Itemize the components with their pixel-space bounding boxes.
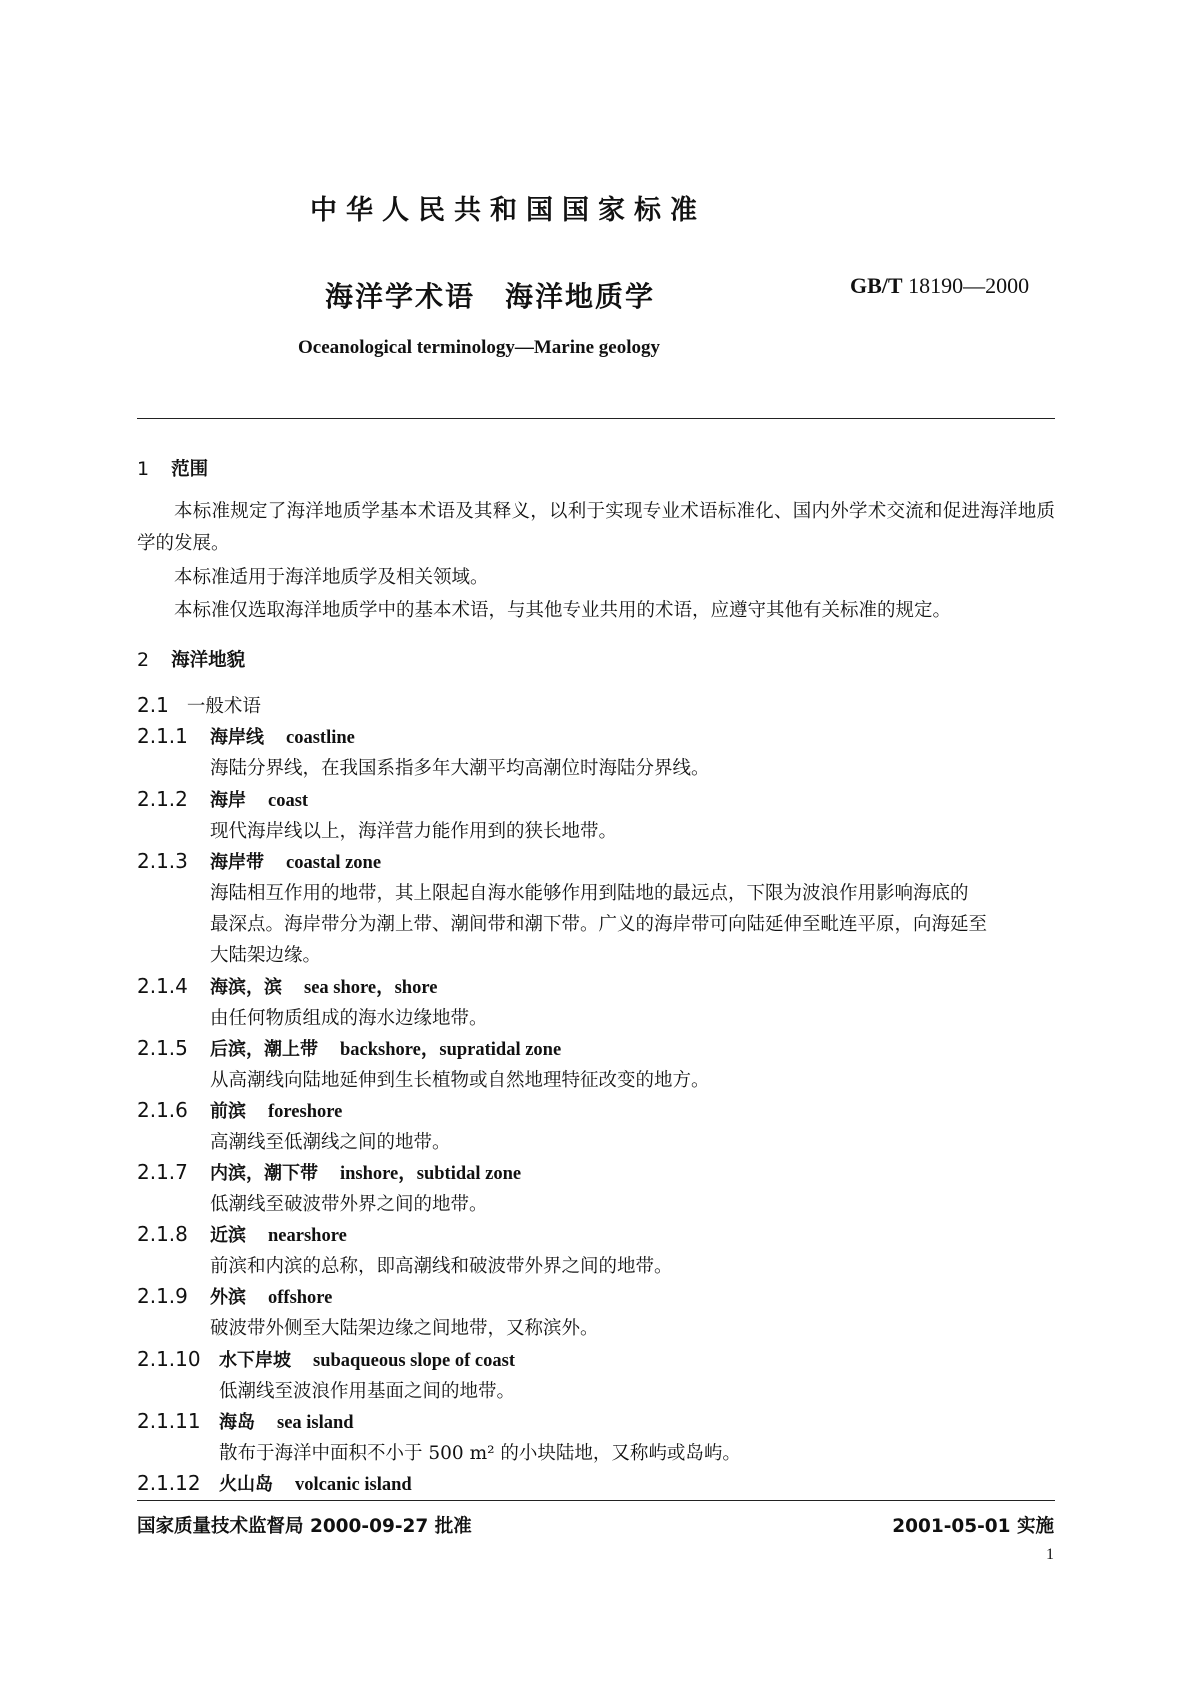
term-number: 2.1.10 <box>137 1347 201 1371</box>
term-name-cn: 海滨，滨 <box>210 977 282 998</box>
term-name-cn: 海岛 <box>219 1412 255 1433</box>
section-title: 范围 <box>171 459 209 480</box>
document-title-en: Oceanological terminology—Marine geology <box>298 337 660 358</box>
term-name-en: volcanic island <box>295 1475 412 1495</box>
term-entry <box>137 1470 412 1496</box>
term-name-en: backshore，supratidal zone <box>340 1040 562 1060</box>
section-number: 2 <box>137 649 150 671</box>
term-definition: 从高潮线向陆地延伸到生长植物或自然地理特征改变的地方。 <box>210 1070 710 1091</box>
implementation-date: 2001-05-01 实施 <box>892 1516 1054 1537</box>
term-name-cn: 海岸带 <box>210 852 264 873</box>
section-number: 1 <box>137 458 150 480</box>
term-definition: 散布于海洋中面积不小于 500 m² 的小块陆地，又称屿或岛屿。 <box>219 1443 741 1464</box>
scope-paragraph-2: 本标准适用于海洋地质学及相关领域。 <box>174 567 489 588</box>
term-name-cn: 海岸 <box>210 790 246 811</box>
term-number: 2.1.4 <box>137 974 188 998</box>
term-number: 2.1.2 <box>137 787 188 811</box>
header-divider <box>137 418 1055 419</box>
term-entry <box>137 1346 515 1372</box>
term-name-cn: 火山岛 <box>219 1474 273 1495</box>
term-definition: 由任何物质组成的海水边缘地带。 <box>210 1008 488 1029</box>
term-number: 2.1.1 <box>137 724 188 748</box>
subsection-2-1-heading <box>137 692 261 718</box>
standard-code-number: 18190—2000 <box>908 273 1030 298</box>
term-definition: 低潮线至破波带外界之间的地带。 <box>210 1194 488 1215</box>
term-definition: 海陆分界线，在我国系指多年大潮平均高潮位时海陆分界线。 <box>210 758 710 779</box>
subsection-title: 一般术语 <box>186 696 261 717</box>
approval-note: 国家质量技术监督局 2000-09-27 批准 <box>137 1516 472 1537</box>
term-name-cn: 后滨，潮上带 <box>210 1039 318 1060</box>
term-entry <box>137 1221 347 1247</box>
term-name-cn: 海岸线 <box>210 727 264 748</box>
term-entry <box>137 1097 342 1123</box>
term-name-cn: 水下岸坡 <box>219 1350 291 1371</box>
term-name-cn: 前滨 <box>210 1101 246 1122</box>
term-name-en: coast <box>268 791 309 811</box>
page-number: 1 <box>1046 1546 1054 1563</box>
term-definition: 破波带外侧至大陆架边缘之间地带，又称滨外。 <box>210 1318 599 1339</box>
national-standard-title: 中华人民共和国国家标准 <box>310 195 706 226</box>
term-entry <box>137 723 355 749</box>
footer-divider <box>137 1500 1055 1501</box>
term-entry <box>137 1035 561 1061</box>
term-definition: 最深点。海岸带分为潮上带、潮间带和潮下带。广义的海岸带可向陆延伸至毗连平原，向海延至 <box>210 914 988 935</box>
term-entry <box>137 1408 354 1434</box>
term-name-en: nearshore <box>268 1226 347 1246</box>
term-definition: 大陆架边缘。 <box>210 945 322 966</box>
document-title-cn: 海洋学术语 海洋地质学 <box>325 280 656 313</box>
term-name-en: inshore，subtidal zone <box>340 1164 522 1184</box>
subsection-number: 2.1 <box>137 693 169 717</box>
scope-paragraph-3: 本标准仅选取海洋地质学中的基本术语，与其他专业共用的术语，应遵守其他有关标准的规定。 <box>174 600 952 621</box>
section-1-heading <box>137 455 208 481</box>
standard-code-prefix: GB/T <box>850 273 903 298</box>
term-name-cn: 近滨 <box>210 1225 246 1246</box>
term-number: 2.1.6 <box>137 1098 188 1122</box>
term-number: 2.1.3 <box>137 849 188 873</box>
term-name-en: coastline <box>286 728 355 748</box>
term-definition: 高潮线至低潮线之间的地带。 <box>210 1132 451 1153</box>
term-entry <box>137 973 437 999</box>
term-definition: 海陆相互作用的地带，其上限起自海水能够作用到陆地的最远点，下限为波浪作用影响海底的 <box>210 883 969 904</box>
scope-paragraph-1: 本标准规定了海洋地质学基本术语及其释义，以利于实现专业术语标准化、国内外学术交流和促进海洋地质学的发展。 <box>137 501 1055 554</box>
standard-code <box>850 273 1029 299</box>
term-entry <box>137 1159 521 1185</box>
term-definition: 前滨和内滨的总称，即高潮线和破波带外界之间的地带。 <box>210 1256 673 1277</box>
term-name-en: sea island <box>277 1413 354 1433</box>
section-title: 海洋地貌 <box>171 650 246 671</box>
term-name-cn: 内滨，潮下带 <box>210 1163 318 1184</box>
term-name-en: offshore <box>268 1288 333 1308</box>
term-name-en: coastal zone <box>286 853 382 873</box>
term-definition: 低潮线至波浪作用基面之间的地带。 <box>219 1381 516 1402</box>
term-entry <box>137 1283 332 1309</box>
term-entry <box>137 786 308 812</box>
term-number: 2.1.11 <box>137 1409 201 1433</box>
term-name-en: foreshore <box>268 1102 343 1122</box>
section-2-heading <box>137 646 245 672</box>
term-definition: 现代海岸线以上，海洋营力能作用到的狭长地带。 <box>210 821 618 842</box>
term-name-en: subaqueous slope of coast <box>313 1351 516 1371</box>
term-entry <box>137 848 381 874</box>
term-number: 2.1.12 <box>137 1471 201 1495</box>
term-number: 2.1.5 <box>137 1036 188 1060</box>
term-name-cn: 外滨 <box>210 1287 246 1308</box>
term-number: 2.1.8 <box>137 1222 188 1246</box>
term-name-en: sea shore，shore <box>304 978 438 998</box>
term-number: 2.1.9 <box>137 1284 188 1308</box>
term-number: 2.1.7 <box>137 1160 188 1184</box>
